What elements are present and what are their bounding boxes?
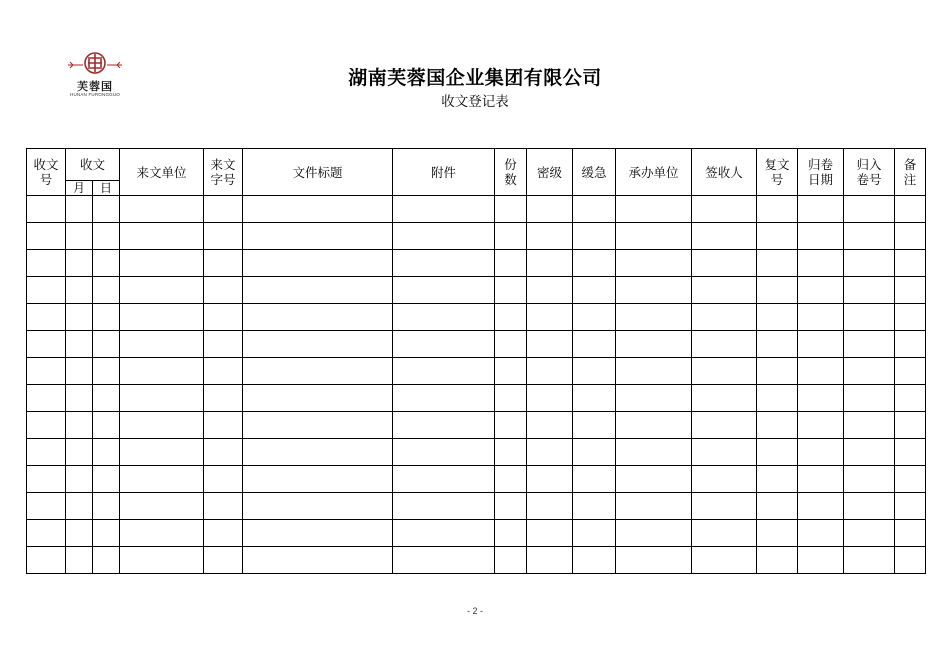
cell-doc-title[interactable] bbox=[243, 493, 393, 520]
cell-classification[interactable] bbox=[527, 385, 573, 412]
cell-remarks[interactable] bbox=[895, 196, 926, 223]
cell-recipient[interactable] bbox=[692, 250, 757, 277]
cell-doc-title[interactable] bbox=[243, 331, 393, 358]
cell-copies[interactable] bbox=[495, 493, 527, 520]
col-header-receipt: 收文 bbox=[66, 149, 120, 181]
cell-remarks[interactable] bbox=[895, 520, 926, 547]
cell-doc-number[interactable] bbox=[27, 385, 66, 412]
cell-recipient[interactable] bbox=[692, 277, 757, 304]
cell-sender-ref[interactable] bbox=[204, 547, 243, 574]
cell-month[interactable] bbox=[66, 304, 93, 331]
cell-attachment[interactable] bbox=[393, 493, 495, 520]
cell-day[interactable] bbox=[93, 223, 120, 250]
cell-handling-unit[interactable] bbox=[616, 385, 692, 412]
cell-handling-unit[interactable] bbox=[616, 439, 692, 466]
cell-reply-number[interactable] bbox=[757, 520, 798, 547]
cell-remarks[interactable] bbox=[895, 547, 926, 574]
cell-archive-date[interactable] bbox=[798, 520, 844, 547]
cell-urgency[interactable] bbox=[573, 466, 616, 493]
cell-month[interactable] bbox=[66, 547, 93, 574]
cell-copies[interactable] bbox=[495, 304, 527, 331]
cell-attachment[interactable] bbox=[393, 412, 495, 439]
cell-doc-title[interactable] bbox=[243, 412, 393, 439]
cell-reply-number[interactable] bbox=[757, 223, 798, 250]
cell-reply-number[interactable] bbox=[757, 331, 798, 358]
cell-recipient[interactable] bbox=[692, 196, 757, 223]
cell-day[interactable] bbox=[93, 331, 120, 358]
cell-urgency[interactable] bbox=[573, 385, 616, 412]
cell-doc-number[interactable] bbox=[27, 250, 66, 277]
cell-archive-date[interactable] bbox=[798, 493, 844, 520]
cell-remarks[interactable] bbox=[895, 439, 926, 466]
cell-attachment[interactable] bbox=[393, 547, 495, 574]
cell-doc-number[interactable] bbox=[27, 358, 66, 385]
cell-recipient[interactable] bbox=[692, 385, 757, 412]
cell-sender-ref[interactable] bbox=[204, 250, 243, 277]
cell-sender-ref[interactable] bbox=[204, 412, 243, 439]
cell-copies[interactable] bbox=[495, 331, 527, 358]
cell-doc-number[interactable] bbox=[27, 223, 66, 250]
col-header-doc-title: 文件标题 bbox=[243, 149, 393, 196]
cell-urgency[interactable] bbox=[573, 196, 616, 223]
cell-doc-title[interactable] bbox=[243, 520, 393, 547]
cell-day[interactable] bbox=[93, 520, 120, 547]
cell-reply-number[interactable] bbox=[757, 439, 798, 466]
cell-day[interactable] bbox=[93, 493, 120, 520]
cell-copies[interactable] bbox=[495, 466, 527, 493]
col-header-reply-number: 复文 号 bbox=[757, 149, 798, 196]
col-header-archive-date: 归卷 日期 bbox=[798, 149, 844, 196]
cell-handling-unit[interactable] bbox=[616, 250, 692, 277]
cell-handling-unit[interactable] bbox=[616, 277, 692, 304]
cell-copies[interactable] bbox=[495, 196, 527, 223]
cell-reply-number[interactable] bbox=[757, 304, 798, 331]
cell-reply-number[interactable] bbox=[757, 277, 798, 304]
table-row bbox=[27, 439, 926, 466]
cell-sender[interactable] bbox=[120, 358, 204, 385]
cell-urgency[interactable] bbox=[573, 304, 616, 331]
cell-sender-ref[interactable] bbox=[204, 520, 243, 547]
cell-volume-number[interactable] bbox=[844, 304, 895, 331]
col-header-month: 月 bbox=[66, 181, 93, 196]
cell-remarks[interactable] bbox=[895, 277, 926, 304]
cell-attachment[interactable] bbox=[393, 520, 495, 547]
cell-sender[interactable] bbox=[120, 277, 204, 304]
register-table-body bbox=[27, 196, 926, 574]
cell-month[interactable] bbox=[66, 439, 93, 466]
cell-handling-unit[interactable] bbox=[616, 223, 692, 250]
cell-day[interactable] bbox=[93, 547, 120, 574]
table-row bbox=[27, 385, 926, 412]
cell-attachment[interactable] bbox=[393, 250, 495, 277]
cell-doc-title[interactable] bbox=[243, 223, 393, 250]
cell-handling-unit[interactable] bbox=[616, 358, 692, 385]
cell-sender-ref[interactable] bbox=[204, 385, 243, 412]
cell-doc-title[interactable] bbox=[243, 547, 393, 574]
cell-sender-ref[interactable] bbox=[204, 439, 243, 466]
cell-doc-number[interactable] bbox=[27, 466, 66, 493]
cell-remarks[interactable] bbox=[895, 412, 926, 439]
cell-doc-number[interactable] bbox=[27, 196, 66, 223]
cell-doc-number[interactable] bbox=[27, 439, 66, 466]
col-header-day: 日 bbox=[93, 181, 120, 196]
cell-archive-date[interactable] bbox=[798, 466, 844, 493]
table-row bbox=[27, 493, 926, 520]
cell-copies[interactable] bbox=[495, 223, 527, 250]
cell-sender-ref[interactable] bbox=[204, 304, 243, 331]
logo-text-en: HUNAN FURONGGUO bbox=[70, 92, 120, 97]
col-header-sender-ref: 来文 字号 bbox=[204, 149, 243, 196]
cell-attachment[interactable] bbox=[393, 304, 495, 331]
cell-month[interactable] bbox=[66, 493, 93, 520]
cell-remarks[interactable] bbox=[895, 250, 926, 277]
cell-sender[interactable] bbox=[120, 520, 204, 547]
cell-remarks[interactable] bbox=[895, 385, 926, 412]
cell-volume-number[interactable] bbox=[844, 412, 895, 439]
cell-sender[interactable] bbox=[120, 331, 204, 358]
cell-handling-unit[interactable] bbox=[616, 412, 692, 439]
cell-sender-ref[interactable] bbox=[204, 196, 243, 223]
cell-month[interactable] bbox=[66, 358, 93, 385]
col-header-urgency: 缓急 bbox=[573, 149, 616, 196]
cell-recipient[interactable] bbox=[692, 439, 757, 466]
cell-volume-number[interactable] bbox=[844, 358, 895, 385]
cell-month[interactable] bbox=[66, 520, 93, 547]
cell-reply-number[interactable] bbox=[757, 466, 798, 493]
cell-archive-date[interactable] bbox=[798, 223, 844, 250]
cell-copies[interactable] bbox=[495, 385, 527, 412]
cell-urgency[interactable] bbox=[573, 331, 616, 358]
cell-classification[interactable] bbox=[527, 196, 573, 223]
cell-sender[interactable] bbox=[120, 304, 204, 331]
table-row bbox=[27, 358, 926, 385]
cell-doc-title[interactable] bbox=[243, 466, 393, 493]
col-header-doc-number: 收文 号 bbox=[27, 149, 66, 196]
cell-classification[interactable] bbox=[527, 547, 573, 574]
cell-month[interactable] bbox=[66, 466, 93, 493]
cell-day[interactable] bbox=[93, 439, 120, 466]
table-row bbox=[27, 331, 926, 358]
cell-classification[interactable] bbox=[527, 250, 573, 277]
cell-archive-date[interactable] bbox=[798, 385, 844, 412]
cell-remarks[interactable] bbox=[895, 358, 926, 385]
cell-doc-number[interactable] bbox=[27, 547, 66, 574]
register-table bbox=[26, 148, 926, 574]
cell-classification[interactable] bbox=[527, 412, 573, 439]
cell-urgency[interactable] bbox=[573, 412, 616, 439]
cell-sender-ref[interactable] bbox=[204, 493, 243, 520]
col-header-copies: 份 数 bbox=[495, 149, 527, 196]
cell-month[interactable] bbox=[66, 331, 93, 358]
cell-copies[interactable] bbox=[495, 358, 527, 385]
cell-recipient[interactable] bbox=[692, 493, 757, 520]
cell-remarks[interactable] bbox=[895, 493, 926, 520]
cell-archive-date[interactable] bbox=[798, 196, 844, 223]
cell-classification[interactable] bbox=[527, 223, 573, 250]
col-header-classification: 密级 bbox=[527, 149, 573, 196]
cell-archive-date[interactable] bbox=[798, 277, 844, 304]
cell-attachment[interactable] bbox=[393, 358, 495, 385]
cell-reply-number[interactable] bbox=[757, 250, 798, 277]
cell-doc-number[interactable] bbox=[27, 412, 66, 439]
cell-urgency[interactable] bbox=[573, 520, 616, 547]
cell-day[interactable] bbox=[93, 358, 120, 385]
cell-doc-number[interactable] bbox=[27, 493, 66, 520]
cell-volume-number[interactable] bbox=[844, 277, 895, 304]
cell-sender[interactable] bbox=[120, 412, 204, 439]
cell-classification[interactable] bbox=[527, 520, 573, 547]
cell-reply-number[interactable] bbox=[757, 358, 798, 385]
cell-month[interactable] bbox=[66, 250, 93, 277]
cell-remarks[interactable] bbox=[895, 304, 926, 331]
cell-reply-number[interactable] bbox=[757, 493, 798, 520]
cell-volume-number[interactable] bbox=[844, 439, 895, 466]
cell-recipient[interactable] bbox=[692, 466, 757, 493]
cell-month[interactable] bbox=[66, 196, 93, 223]
cell-reply-number[interactable] bbox=[757, 385, 798, 412]
cell-classification[interactable] bbox=[527, 331, 573, 358]
cell-archive-date[interactable] bbox=[798, 439, 844, 466]
cell-attachment[interactable] bbox=[393, 439, 495, 466]
cell-month[interactable] bbox=[66, 277, 93, 304]
cell-doc-number[interactable] bbox=[27, 520, 66, 547]
cell-sender-ref[interactable] bbox=[204, 331, 243, 358]
cell-doc-title[interactable] bbox=[243, 196, 393, 223]
cell-classification[interactable] bbox=[527, 277, 573, 304]
cell-recipient[interactable] bbox=[692, 331, 757, 358]
cell-urgency[interactable] bbox=[573, 547, 616, 574]
cell-handling-unit[interactable] bbox=[616, 520, 692, 547]
cell-day[interactable] bbox=[93, 250, 120, 277]
cell-reply-number[interactable] bbox=[757, 412, 798, 439]
cell-month[interactable] bbox=[66, 223, 93, 250]
cell-classification[interactable] bbox=[527, 466, 573, 493]
cell-sender[interactable] bbox=[120, 547, 204, 574]
cell-volume-number[interactable] bbox=[844, 385, 895, 412]
cell-attachment[interactable] bbox=[393, 223, 495, 250]
cell-archive-date[interactable] bbox=[798, 250, 844, 277]
cell-doc-title[interactable] bbox=[243, 385, 393, 412]
table-row bbox=[27, 223, 926, 250]
col-header-handling-unit: 承办单位 bbox=[616, 149, 692, 196]
col-header-attachment: 附件 bbox=[393, 149, 495, 196]
cell-doc-title[interactable] bbox=[243, 277, 393, 304]
cell-recipient[interactable] bbox=[692, 412, 757, 439]
cell-sender-ref[interactable] bbox=[204, 358, 243, 385]
cell-classification[interactable] bbox=[527, 493, 573, 520]
cell-urgency[interactable] bbox=[573, 358, 616, 385]
cell-copies[interactable] bbox=[495, 439, 527, 466]
cell-attachment[interactable] bbox=[393, 196, 495, 223]
cell-volume-number[interactable] bbox=[844, 331, 895, 358]
cell-doc-title[interactable] bbox=[243, 439, 393, 466]
col-header-recipient: 签收人 bbox=[692, 149, 757, 196]
cell-archive-date[interactable] bbox=[798, 412, 844, 439]
cell-recipient[interactable] bbox=[692, 358, 757, 385]
table-row bbox=[27, 412, 926, 439]
cell-urgency[interactable] bbox=[573, 223, 616, 250]
cell-sender[interactable] bbox=[120, 196, 204, 223]
cell-remarks[interactable] bbox=[895, 331, 926, 358]
cell-copies[interactable] bbox=[495, 277, 527, 304]
cell-urgency[interactable] bbox=[573, 277, 616, 304]
cell-handling-unit[interactable] bbox=[616, 304, 692, 331]
cell-sender[interactable] bbox=[120, 223, 204, 250]
table-row bbox=[27, 196, 926, 223]
cell-day[interactable] bbox=[93, 196, 120, 223]
cell-reply-number[interactable] bbox=[757, 196, 798, 223]
cell-handling-unit[interactable] bbox=[616, 196, 692, 223]
cell-copies[interactable] bbox=[495, 412, 527, 439]
cell-doc-title[interactable] bbox=[243, 250, 393, 277]
cell-handling-unit[interactable] bbox=[616, 466, 692, 493]
cell-recipient[interactable] bbox=[692, 520, 757, 547]
table-row bbox=[27, 304, 926, 331]
cell-attachment[interactable] bbox=[393, 331, 495, 358]
cell-attachment[interactable] bbox=[393, 385, 495, 412]
cell-recipient[interactable] bbox=[692, 304, 757, 331]
cell-month[interactable] bbox=[66, 385, 93, 412]
cell-archive-date[interactable] bbox=[798, 358, 844, 385]
cell-classification[interactable] bbox=[527, 304, 573, 331]
cell-reply-number[interactable] bbox=[757, 547, 798, 574]
cell-copies[interactable] bbox=[495, 547, 527, 574]
cell-archive-date[interactable] bbox=[798, 304, 844, 331]
cell-month[interactable] bbox=[66, 412, 93, 439]
cell-urgency[interactable] bbox=[573, 439, 616, 466]
cell-recipient[interactable] bbox=[692, 547, 757, 574]
cell-recipient[interactable] bbox=[692, 223, 757, 250]
cell-archive-date[interactable] bbox=[798, 547, 844, 574]
cell-sender[interactable] bbox=[120, 493, 204, 520]
cell-copies[interactable] bbox=[495, 250, 527, 277]
cell-classification[interactable] bbox=[527, 358, 573, 385]
page-number: - 2 - bbox=[466, 606, 483, 616]
cell-doc-title[interactable] bbox=[243, 304, 393, 331]
document-title: 湖南芙蓉国企业集团有限公司 bbox=[348, 67, 602, 89]
col-header-sender: 来文单位 bbox=[120, 149, 204, 196]
cell-volume-number[interactable] bbox=[844, 196, 895, 223]
cell-day[interactable] bbox=[93, 304, 120, 331]
cell-volume-number[interactable] bbox=[844, 466, 895, 493]
cell-handling-unit[interactable] bbox=[616, 547, 692, 574]
cell-sender-ref[interactable] bbox=[204, 223, 243, 250]
col-header-remarks: 备 注 bbox=[895, 149, 926, 196]
cell-sender-ref[interactable] bbox=[204, 277, 243, 304]
cell-attachment[interactable] bbox=[393, 277, 495, 304]
cell-doc-number[interactable] bbox=[27, 277, 66, 304]
cell-classification[interactable] bbox=[527, 439, 573, 466]
table-row bbox=[27, 250, 926, 277]
cell-sender[interactable] bbox=[120, 439, 204, 466]
cell-volume-number[interactable] bbox=[844, 493, 895, 520]
cell-day[interactable] bbox=[93, 385, 120, 412]
logo-text-cn: 芙蓉国 bbox=[77, 80, 113, 93]
table-row bbox=[27, 466, 926, 493]
cell-archive-date[interactable] bbox=[798, 331, 844, 358]
cell-doc-number[interactable] bbox=[27, 331, 66, 358]
cell-day[interactable] bbox=[93, 277, 120, 304]
cell-remarks[interactable] bbox=[895, 223, 926, 250]
cell-urgency[interactable] bbox=[573, 493, 616, 520]
cell-day[interactable] bbox=[93, 466, 120, 493]
cell-volume-number[interactable] bbox=[844, 250, 895, 277]
cell-sender[interactable] bbox=[120, 385, 204, 412]
cell-doc-number[interactable] bbox=[27, 304, 66, 331]
col-header-volume-number: 归入 卷号 bbox=[844, 149, 895, 196]
cell-sender[interactable] bbox=[120, 466, 204, 493]
cell-doc-title[interactable] bbox=[243, 358, 393, 385]
cell-remarks[interactable] bbox=[895, 466, 926, 493]
cell-volume-number[interactable] bbox=[844, 223, 895, 250]
table-row bbox=[27, 520, 926, 547]
cell-handling-unit[interactable] bbox=[616, 493, 692, 520]
cell-copies[interactable] bbox=[495, 520, 527, 547]
cell-day[interactable] bbox=[93, 412, 120, 439]
cell-handling-unit[interactable] bbox=[616, 331, 692, 358]
cell-sender-ref[interactable] bbox=[204, 466, 243, 493]
cell-volume-number[interactable] bbox=[844, 520, 895, 547]
cell-urgency[interactable] bbox=[573, 250, 616, 277]
table-row bbox=[27, 547, 926, 574]
cell-volume-number[interactable] bbox=[844, 547, 895, 574]
table-row bbox=[27, 277, 926, 304]
cell-attachment[interactable] bbox=[393, 466, 495, 493]
cell-sender[interactable] bbox=[120, 250, 204, 277]
document-subtitle: 收文登记表 bbox=[441, 94, 509, 110]
